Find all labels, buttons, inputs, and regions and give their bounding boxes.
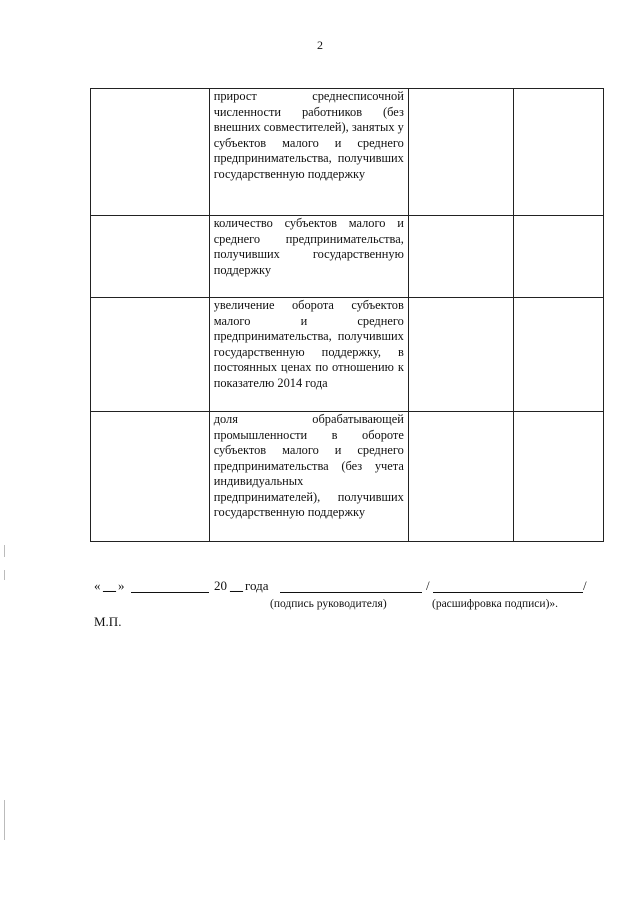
table-row xyxy=(91,412,604,542)
table-row xyxy=(91,216,604,298)
empty-cell xyxy=(408,298,514,412)
empty-cell xyxy=(514,216,604,298)
indicator-cell xyxy=(209,216,408,298)
table-row xyxy=(91,89,604,216)
empty-cell xyxy=(408,216,514,298)
signature-caption: (подпись руководителя) xyxy=(270,598,387,610)
indicator-cell xyxy=(209,89,408,216)
empty-cell xyxy=(91,216,210,298)
year-prefix: 20 xyxy=(214,578,227,593)
page-number: 2 xyxy=(317,38,323,52)
empty-cell xyxy=(514,298,604,412)
indicator-text: количество субъектов малого и среднего предпринимательства, получивших государственную поддержку xyxy=(213,216,404,277)
decoding-line xyxy=(433,578,583,593)
empty-cell xyxy=(91,298,210,412)
indicator-text: прирост среднесписочной численности работников (без внешних совместителей), занятых у субъектов малого и среднего предпринимательства, получивших государственную поддержку xyxy=(213,89,404,181)
scan-artifact xyxy=(4,800,5,840)
signature-line xyxy=(280,578,422,593)
year-word: года xyxy=(245,578,269,593)
stamp-place: М.П. xyxy=(94,614,122,629)
indicator-text: увеличение оборота субъектов малого и среднего предпринимательства, получивших государственную поддержку, в постоянных ценах по отношению к показателю 2014 года xyxy=(213,298,404,390)
scan-artifact xyxy=(4,545,5,557)
empty-cell xyxy=(408,412,514,542)
indicator-text: доля обрабатывающей промышленности в обороте субъектов малого и среднего предпринимательства (без учета индивидуальных предпринимателей), получивших государственную поддержку xyxy=(213,412,404,519)
empty-cell xyxy=(91,412,210,542)
slash-left: / xyxy=(426,578,430,593)
decoding-caption: (расшифровка подписи)». xyxy=(432,598,559,610)
indicator-cell xyxy=(209,298,408,412)
empty-cell xyxy=(514,89,604,216)
date-month-line xyxy=(131,578,209,593)
date-open-quote: « xyxy=(94,578,101,593)
year-blank: __ xyxy=(230,578,243,593)
date-close-quote: » xyxy=(118,578,125,593)
slash-right: / xyxy=(583,578,587,593)
table-row xyxy=(91,298,604,412)
empty-cell xyxy=(408,89,514,216)
indicator-cell xyxy=(209,412,408,542)
indicators-table xyxy=(90,88,604,542)
empty-cell xyxy=(91,89,210,216)
date-day-blank: __ xyxy=(103,578,116,593)
scan-artifact xyxy=(4,570,5,580)
empty-cell xyxy=(514,412,604,542)
